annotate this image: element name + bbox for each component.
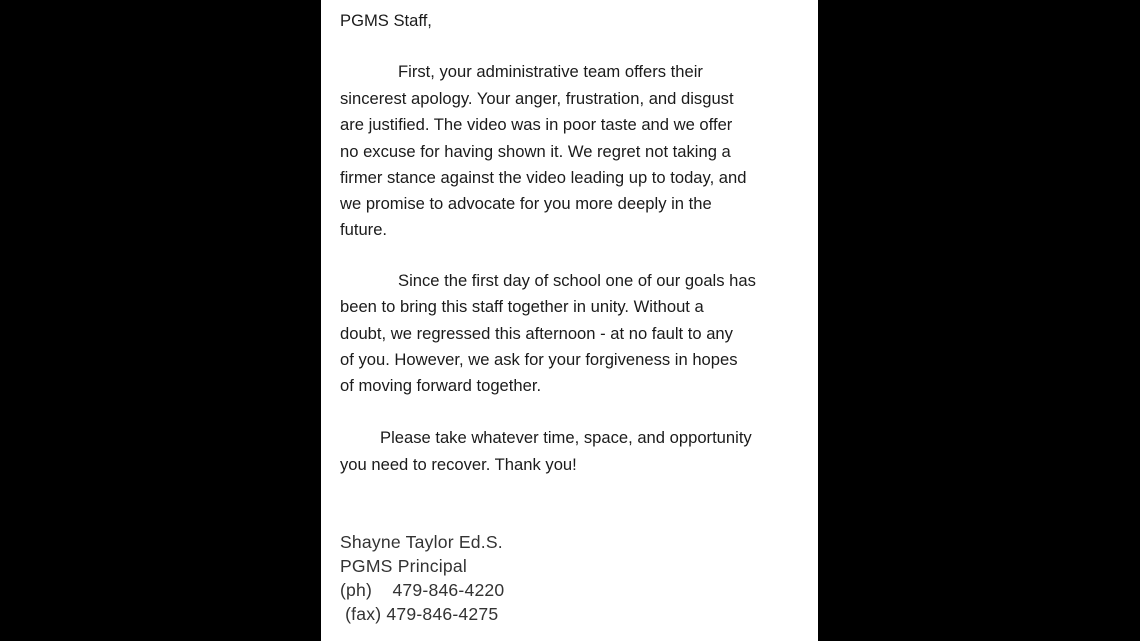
letter-page	[321, 0, 818, 641]
paragraph2-line: doubt, we regressed this afternoon - at no fault to any	[340, 324, 733, 343]
letterbox-left	[0, 0, 321, 641]
paragraph1-line: sincerest apology. Your anger, frustration, and disgust	[340, 89, 734, 108]
signature-fax: (fax) 479-846-4275	[340, 604, 499, 624]
signature-title: PGMS Principal	[340, 556, 467, 576]
paragraph1-line: First, your administrative team offers their	[398, 62, 703, 81]
paragraph2-line: been to bring this staff together in unity. Without a	[340, 297, 704, 316]
paragraph1-line: we promise to advocate for you more deeply in the	[340, 194, 712, 213]
paragraph3-line: Please take whatever time, space, and opportunity	[380, 428, 752, 447]
paragraph1-line: firmer stance against the video leading up to today, and	[340, 168, 747, 187]
signature-phone: (ph) 479-846-4220	[340, 580, 505, 600]
paragraph1-line: future.	[340, 220, 388, 239]
paragraph1-line: no excuse for having shown it. We regret not taking a	[340, 142, 731, 161]
paragraph1-line: are justified. The video was in poor taste and we offer	[340, 115, 733, 134]
salutation: PGMS Staff,	[340, 11, 432, 30]
paragraph2-line: of you. However, we ask for your forgiveness in hopes	[340, 350, 738, 369]
paragraph2-line: of moving forward together.	[340, 376, 542, 395]
paragraph2-line: Since the first day of school one of our goals has	[398, 271, 756, 290]
letterbox-right	[818, 0, 1140, 641]
signature-name: Shayne Taylor Ed.S.	[340, 532, 503, 552]
paragraph3-line: you need to recover. Thank you!	[340, 455, 577, 474]
